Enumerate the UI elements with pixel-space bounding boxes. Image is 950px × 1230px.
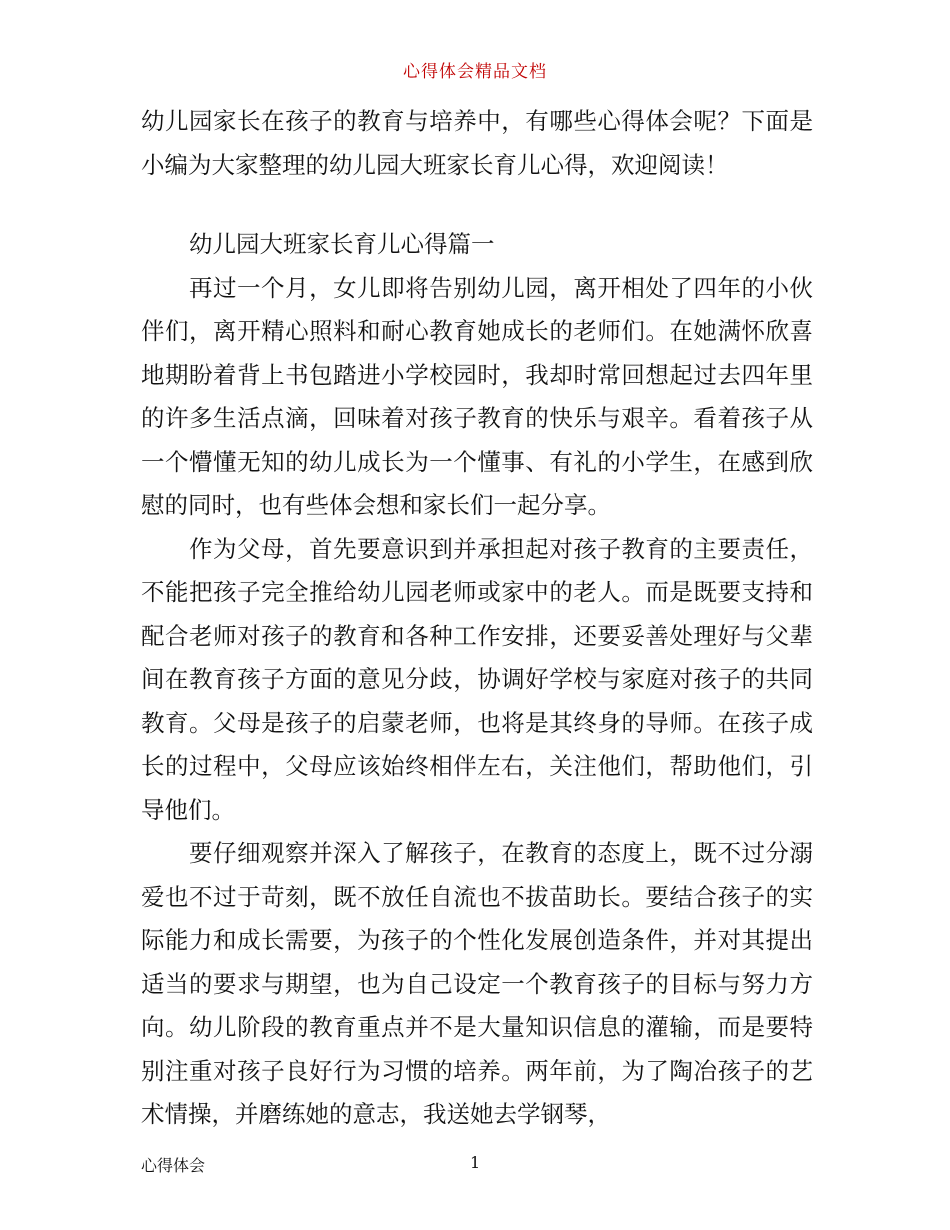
section-title: 幼儿园大班家长育儿心得篇一 (189, 230, 495, 258)
body-paragraph: 作为父母，首先要意识到并承担起对孩子教育的主要责任，不能把孩子完全推给幼儿园老师或家中的老人。而是既要支持和配合老师对孩子的教育和各种工作安排，还要妥善处理好与父辈间在教育孩子方面的意见分歧，协调好学校与家庭对孩子的共同教育。父母是孩子的启蒙老师，也将是其终身的导师。在孩子成长的过程中，父母应该始终相伴左右，关注他们，帮助他们，引导他们。 (141, 534, 813, 824)
page-number: 1 (470, 1153, 481, 1172)
body-paragraph: 再过一个月，女儿即将告别幼儿园，离开相处了四年的小伙伴们，离开精心照料和耐心教育她成长的老师们。在她满怀欣喜地期盼着背上书包踏进小学校园时，我却时常回想起过去四年里的许多生活点滴，回味着对孩子教育的快乐与艰辛。看着孩子从一个懵懂无知的幼儿成长为一个懂事、有礼的小学生，在感到欣慰的同时，也有些体会想和家长们一起分享。 (141, 273, 813, 519)
footer-label: 心得体会 (141, 1156, 206, 1175)
intro-paragraph: 幼儿园家长在孩子的教育与培养中，有哪些心得体会呢？下面是小编为大家整理的幼儿园大班家长育儿心得，欢迎阅读！ (141, 107, 813, 179)
document-body (141, 100, 813, 1137)
body-paragraph: 要仔细观察并深入了解孩子，在教育的态度上，既不过分溺爱也不过于苛刻，既不放任自流也不拔苗助长。要结合孩子的实际能力和成长需要，为孩子的个性化发展创造条件，并对其提出适当的要求与期望，也为自己设定一个教育孩子的目标与努力方向。幼儿阶段的教育重点并不是大量知识信息的灌输，而是要特别注重对孩子良好行为习惯的培养。两年前，为了陶冶孩子的艺术情操，并磨练她的意志，我送她去学钢琴， (141, 839, 813, 1128)
page-header-title: 心得体会精品文档 (403, 62, 547, 82)
